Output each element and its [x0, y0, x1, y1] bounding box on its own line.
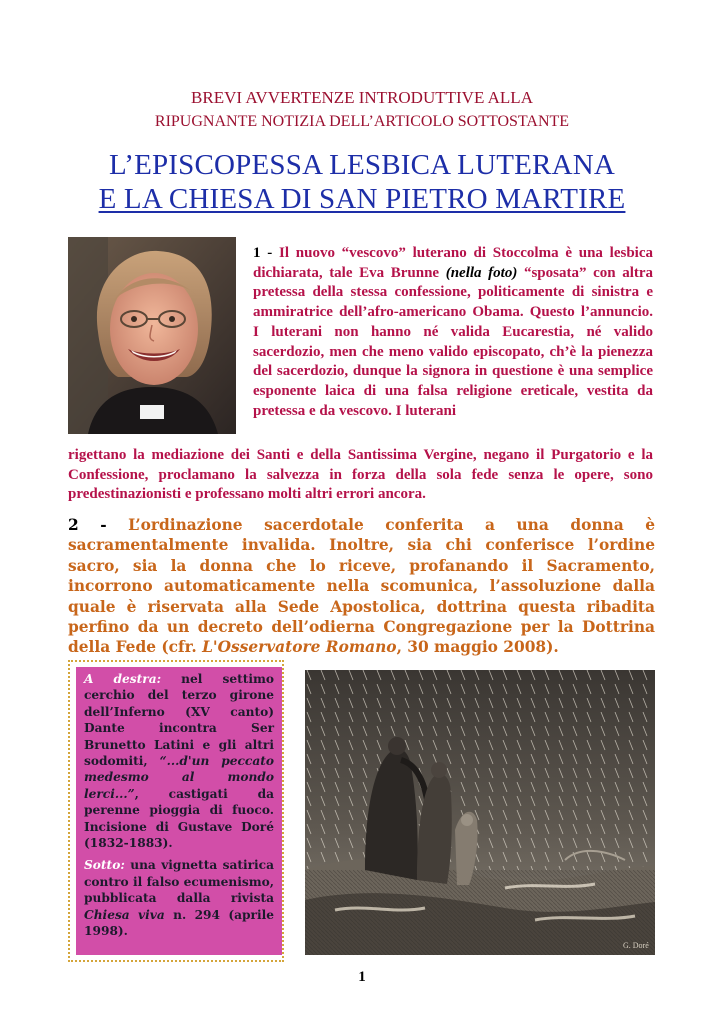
caption-label-right: A destra: [84, 672, 162, 686]
caption-text-1b: , castigati da perenne pioggia di fuoco. Incisione di Gustave Doré (1832-1883). [84, 786, 274, 851]
section-1-number: 1 - [253, 245, 273, 261]
section-2-text-a: L’ordinazione sacerdotale conferita a una donna è sacramentalmente invalida. Inoltre, sia chi conferisce l’ordine sacro, sia la donna che lo riceve, profanando il Sacramento, incorrono automaticamente nella scomunica, l’assoluzione dalla quale è riservata alla Sede Apostolica, dottrina questa ribadita perfino da un decreto dell’odierna Congregazione per la Dottrina della Fede (cfr. [68, 516, 655, 657]
section-1-text-a: Il nuovo “vescovo” luterano di Stoccolma è una lesbica dichiarata, tale Eva Brunne [253, 245, 653, 281]
caption-engraving [84, 671, 274, 851]
dore-engraving [305, 670, 655, 955]
caption-box-content [76, 667, 282, 955]
engraving-signature: G. Doré [623, 941, 649, 950]
caption-text-1a: nel settimo cerchio del terzo girone dell’Inferno (XV canto) Dante incontra Ser Brunetto Latini e gli altri sodomiti, [84, 672, 274, 769]
section-2-source: L'Osservatore Romano [202, 638, 397, 657]
section-1-upper-paragraph [253, 244, 653, 421]
title-line-1: L’EPISCOPESSA LESBICA LUTERANA [108, 149, 616, 181]
eva-brunne-photo [68, 237, 236, 434]
page-number: 1 [358, 969, 366, 985]
section-1-lower-paragraph [68, 446, 653, 505]
section-1-text-c: rigettano la mediazione dei Santi e della Santissima Vergine, negano il Purgatorio e la Confessione, proclamano la salvezza in forza della sola fede senza le opere, sono predestinazionisti e professano molti altri errori ancora. [68, 447, 653, 503]
section-1-text-b: “sposata” con altra pretessa della stessa confessione, politicamente di sinistra e ammiratrice dell’afro-americano Obama. Questo l’annuncio. I luterani non hanno né valida Eucarestia, né valido sacerdozio, men che meno valido episcopato, ch’è la pienezza del sacerdozio, dunque la signora in questione è una semplice esponente laica di una falsa religione ereticale, vestita da pretessa e da vescovo. I luterani [253, 264, 654, 419]
caption-text-2a: una vignetta satirica contro il falso ecumenismo, pubblicata dalla rivista [84, 858, 274, 906]
portrait-image [68, 237, 236, 434]
section-2-paragraph [68, 515, 655, 658]
caption-box [68, 660, 284, 962]
kicker-heading [0, 86, 724, 134]
caption-magazine: Chiesa viva [84, 907, 165, 922]
engraving-image [305, 670, 655, 955]
title-line-2: E LA CHIESA DI SAN PIETRO MARTIRE [98, 183, 626, 215]
kicker-line-1: BREVI AVVERTENZE INTRODUTTIVE ALLA [191, 88, 533, 107]
caption-quote: “...d'un peccato medesmo al mondo lerci...” [84, 754, 274, 801]
caption-cartoon [84, 857, 274, 939]
photo-note: (nella foto) [445, 264, 518, 281]
section-2-number: 2 - [68, 516, 107, 534]
caption-text-2b: n. 294 (aprile 1998). [84, 907, 274, 939]
caption-label-below: Sotto: [84, 858, 125, 873]
kicker-line-2: RIPUGNANTE NOTIZIA DELL’ARTICOLO SOTTOSTANTE [154, 113, 570, 130]
page-title [0, 148, 724, 216]
section-2-text-b: , 30 maggio 2008). [396, 638, 559, 657]
